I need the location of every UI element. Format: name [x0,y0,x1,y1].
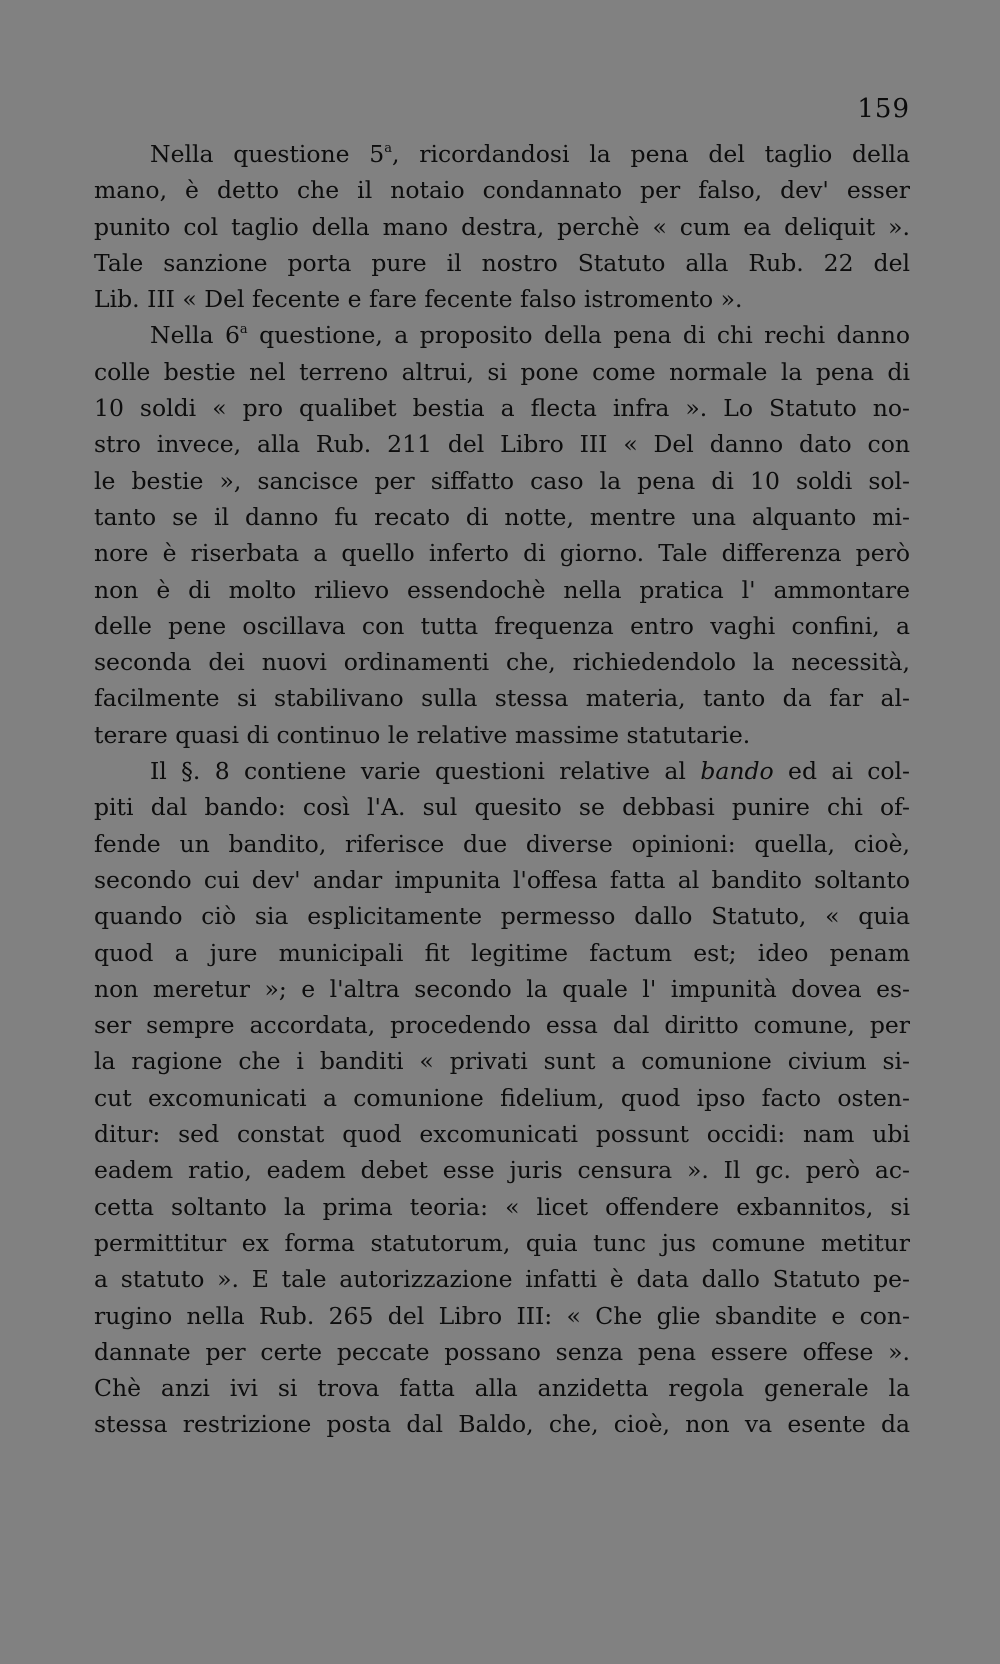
text-line: terare quasi di continuo le relative massime statutarie. [94,720,751,749]
text-line: quod a jure municipali fit legitime factum est; ideo penam [94,938,910,967]
text-line: non è di molto rilievo essendochè nella pratica l' ammontare [94,575,910,604]
text-line: piti dal bando: così l'A. sul quesito se debbasi punire chi of- [94,793,910,822]
text-line: punito col taglio della mano destra, perchè « cum ea deliquit ». [94,212,910,241]
text-line: mano, è detto che il notaio condannato per falso, dev' esser [94,176,910,205]
text-line: quando ciò sia esplicitamente permesso dallo Statuto, « quia [94,902,910,931]
text-line: fende un bandito, riferisce due diverse opinioni: quella, cioè, [94,829,910,858]
page-number: 159 [857,94,910,124]
text-line: eadem ratio, eadem debet esse juris censura ». Il gc. però ac- [94,1156,910,1185]
text-line: ser sempre accordata, procedendo essa dal diritto comune, per [94,1011,910,1040]
text-line: Il §. 8 contiene varie questioni relative al bando ed ai col- [150,757,910,786]
text-line: permittitur ex forma statutorum, quia tunc jus comune metitur [94,1228,910,1257]
text-line: 10 soldi « pro qualibet bestia a flecta infra ». Lo Statuto no- [94,394,910,423]
text-line: ditur: sed constat quod excomunicati possunt occidi: nam ubi [94,1120,910,1149]
text-line: non meretur »; e l'altra secondo la quale l' impunità dovea es- [94,974,910,1003]
text-line: a statuto ». E tale autorizzazione infatti è data dallo Statuto pe- [94,1265,910,1294]
text-line: Chè anzi ivi si trova fatta alla anzidetta regola generale la [94,1374,910,1403]
text-line: stessa restrizione posta dal Baldo, che, cioè, non va esente da [94,1410,910,1439]
text-line: cut excomunicati a comunione fidelium, quod ipso facto osten- [94,1083,910,1112]
text-line: secondo cui dev' andar impunita l'offesa fatta al bandito soltanto [94,865,910,894]
text-line: rugino nella Rub. 265 del Libro III: « Che glie sbandite e con- [94,1301,910,1330]
text-line: dannate per certe peccate possano senza pena essere offese ». [94,1337,910,1366]
text-line: cetta soltanto la prima teoria: « licet offendere exbannitos, si [94,1192,910,1221]
text-line: colle bestie nel terreno altrui, si pone come normale la pena di [94,357,910,386]
body-text [94,136,910,1443]
text-line: nore è riserbata a quello inferto di giorno. Tale differenza però [94,539,910,568]
text-line: delle pene oscillava con tutta frequenza entro vaghi confini, a [94,611,910,640]
text-line: le bestie », sancisce per siffatto caso la pena di 10 soldi sol- [94,466,910,495]
text-line: stro invece, alla Rub. 211 del Libro III « Del danno dato con [94,430,910,459]
text-line: seconda dei nuovi ordinamenti che, richiedendolo la necessità, [94,648,910,677]
text-line: Tale sanzione porta pure il nostro Statuto alla Rub. 22 del [94,248,910,277]
text-line: la ragione che i banditi « privati sunt a comunione civium si- [94,1047,910,1076]
text-line: Nella questione 5$^a$, ricordandosi la pena del taglio della [150,140,910,168]
text-line: tanto se il danno fu recato di notte, mentre una alquanto mi- [94,502,910,531]
text-line: facilmente si stabilivano sulla stessa materia, tanto da far al- [94,684,910,713]
text-line: Nella 6$^a$ questione, a proposito della pena di chi rechi danno [150,321,910,350]
text-line: Lib. III « Del fecente e fare fecente falso istromento ». [94,285,743,314]
